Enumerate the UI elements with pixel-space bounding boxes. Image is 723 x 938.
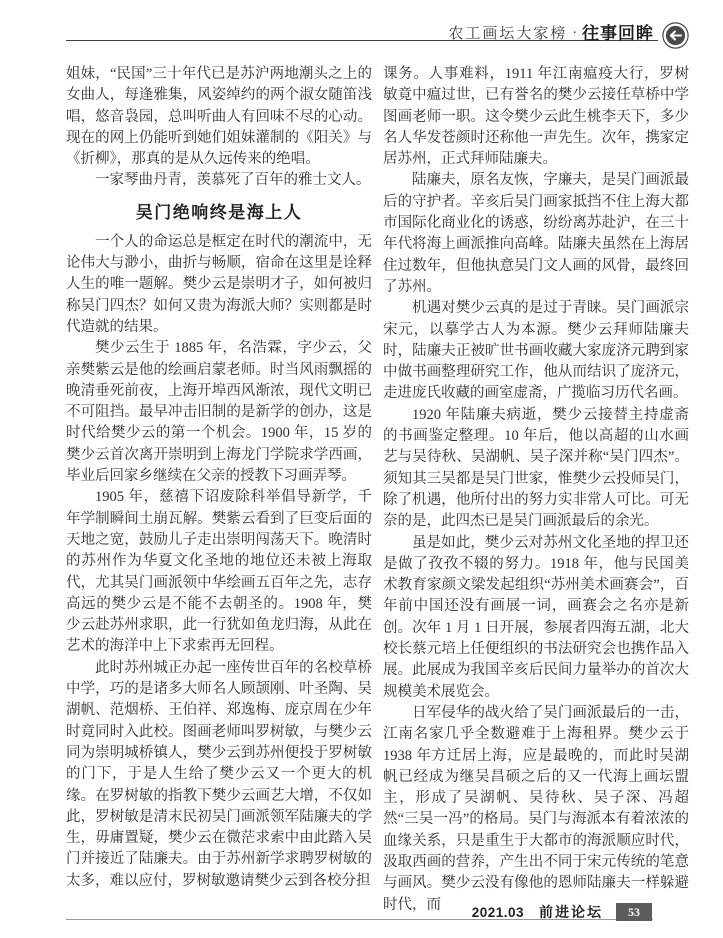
paragraph: 姐妹，“民国”三十年代已是苏沪两地潮头之上的女曲人，每逢雅集，风姿绰约的两个淑女随笛浅唱，悠音袅园，总叫听曲人有回味不尽的心动。现在的网上仍能听到她们姐妹灌制的《阳关》与《折柳》，那真的是从久远传来的绝唱。 xyxy=(66,66,372,168)
journal-name: 前进论坛 xyxy=(539,906,603,921)
header-titles xyxy=(448,20,689,47)
page-footer xyxy=(0,884,723,938)
paragraph: 1920 年陆廉夫病逝，樊少云接替主持虚斋的书画鉴定整理。10 年后，他以高超的山水画艺与吴待秋、吴湖帆、吴子深并称“吴门四杰”。须知其三吴都是吴门世家，惟樊少云投师吴门，除了机遇，他所付出的努力实非常人可比。可无奈的是，此四杰已是吴门画派最后的余光。 xyxy=(383,406,689,530)
paragraph: 机遇对樊少云真的是过于青睐。吴门画派宗宋元，以摹学古人为本源。樊少云拜师陆廉夫时，陆廉夫正被旷世书画收藏大家庞济元聘到家中做书画整理研究工作，他从而结识了庞济元，走进庞氏收藏的画室虚斋，广揽临习历代名画。 xyxy=(383,300,689,402)
issue-date: 2021.03 xyxy=(471,904,524,920)
right-column xyxy=(383,64,689,916)
paragraph: 一家琴曲丹青，羡慕死了百年的雅士文人。 xyxy=(95,172,371,189)
page-number-badge: 53 xyxy=(616,903,652,921)
title-separator: · xyxy=(572,25,577,41)
paragraph: 课务。人事难料，1911 年江南瘟疫大行，罗树敏竟中瘟过世，已有誉名的樊少云接任草桥中学图画老师一职。这令樊少云此生桃李天下，多少名人华发苍颜时还称他一声先生。次年，携家定居苏州，正式拜师陆廉夫。 xyxy=(383,66,689,168)
left-column xyxy=(66,64,372,916)
paragraph: 日军侵华的战火给了吴门画派最后的一击，江南名家几乎全数避难于上海租界。樊少云于 1938 年方迁居上海，应是最晚的，而此时吴湖帆已经成为继吴昌硕之后的又一代海上画坛盟主，形成了吴湖帆、吴待秋、吴子深、冯超然“三吴一冯”的格局。吴门与海派本有着浓浓的血缘关系，只是重生于大都市的海派顺应时代，汲取西画的营养，产生出不同于宋元传统的笔意与画风。樊少云没有像他的恩师陆廉夫一样躲避时代，而 xyxy=(383,704,689,913)
article-body xyxy=(66,64,689,916)
footer-info xyxy=(472,902,652,922)
paragraph: 陆廉夫，原名友恢，字廉夫，是吴门画派最后的守护者。辛亥后吴门画家抵挡不住上海大都市国际化商业化的诱惑，纷纷离苏赴沪，在三十年代将海上画派推向高峰。陆廉夫虽然在上海居住过数年，但他执意吴门文人画的风骨，最终回了苏州。 xyxy=(383,172,689,295)
back-arrow-circle-icon xyxy=(662,22,689,49)
paragraph: 樊少云生于 1885 年，名浩霖，字少云，父亲樊紫云是他的绘画启蒙老师。时当风雨飘摇的晚清垂死前夜，上海开埠西风渐浓，现代文明已不可阻挡。最早冲击旧制的是新学的创办，这是时代给樊少云的第一个机会。1900 年，15 岁的樊少云首次离开崇明到上海龙门学院求学西画，毕业后回家乡继续在父亲的授教下习画弄琴。 xyxy=(66,340,372,485)
paragraph: 此时苏州城正办起一座传世百年的名校草桥中学，巧的是诸多大师名人顾颉刚、叶圣陶、吴湖帆、范烟桥、王伯祥、郑逸梅、庞京周在少年时竟同时入此校。图画老师叫罗树敏，与樊少云同为崇明城桥镇人，樊少云到苏州便投于罗树敏的门下，于是人生给了樊少云又一个更大的机缘。在罗树敏的指教下樊少云画艺大增，不仅如此，罗树敏是清末民初吴门画派领军陆廉夫的学生，毋庸置疑，樊少云在微茫求索中由此踏入吴门并接近了陆廉夫。由于苏州新学求聘罗树敏的太多，难以应付，罗树敏邀请樊少云到各校分担 xyxy=(66,659,372,889)
page-header xyxy=(0,0,723,66)
series-title: 农工画坛大家榜 xyxy=(448,25,568,42)
section-title: 往事回眸 xyxy=(582,23,654,43)
section-heading: 吴门绝响终是海上人 xyxy=(135,202,303,222)
paragraph: 虽是如此，樊少云对苏州文化圣地的捍卫还是做了孜孜不辍的努力。1918 年，他与民国美术教育家颜文梁发起组织“苏州美术画赛会”，百年前中国还没有画展一词，画赛会之名亦是新创。次年 1 月 1 日开展，参展者四海五湖，北大校长蔡元培上任便组织的书法研究会也携作品入展。此展成为我国辛亥后民间力量举办的首次大规模美术展览会。 xyxy=(383,534,689,700)
paragraph: 1905 年，慈禧下诏废除科举倡导新学，千年学制瞬间土崩瓦解。樊紫云看到了巨变后面的天地之宽，鼓励儿子走出崇明闯荡天下。晚清时的苏州作为华夏文化圣地的地位还未被上海取代，尤其吴门画派领中华绘画五百年之先，志存高远的樊少云是不能不去朝圣的。1908 年，樊少云赴苏州求职，此一行犹如鱼龙归海，从此在艺术的海洋中上下求索再无回程。 xyxy=(66,489,372,655)
paragraph: 一个人的命运总是框定在时代的潮流中，无论伟大与渺小，曲折与畅顺，宿命在这里是诠释人生的唯一题解。樊少云是崇明才子，如何被归称吴门四杰？如何又贵为海派大师？实则都是时代造就的结果。 xyxy=(66,233,372,335)
